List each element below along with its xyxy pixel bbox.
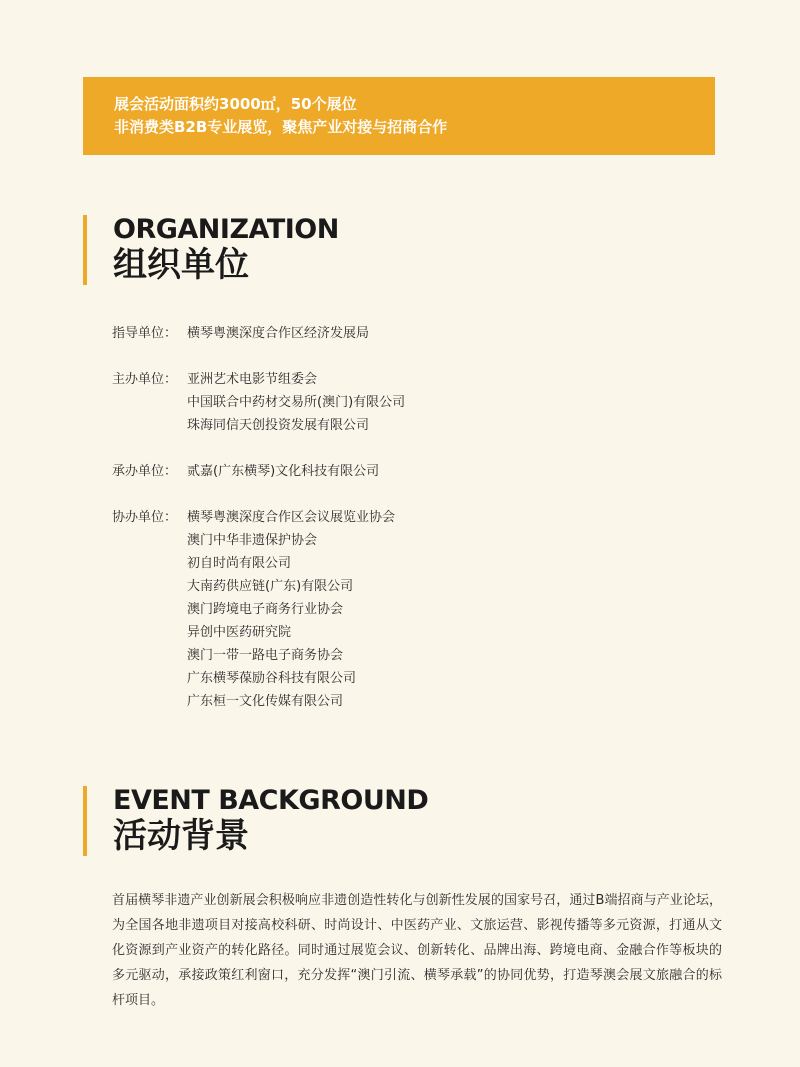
org-name: 亚洲艺术电影节组委会	[187, 372, 318, 387]
org-name: 广东桓一文化传媒有限公司	[187, 694, 344, 709]
organization-list	[112, 322, 405, 736]
org-group-organizer	[112, 460, 405, 483]
org-group-label: 承办单位：	[112, 464, 178, 479]
organization-title-en: ORGANIZATION	[113, 214, 339, 245]
org-group-names	[187, 322, 369, 345]
org-name: 广东横琴葆励谷科技有限公司	[187, 671, 357, 686]
background-heading	[83, 786, 428, 856]
org-group-label: 协办单位：	[112, 510, 178, 525]
org-group-label: 主办单位：	[112, 372, 178, 387]
org-group-guide	[112, 322, 405, 345]
org-name: 异创中医药研究院	[187, 625, 292, 640]
banner-line-area: 展会活动面积约3000㎡，50个展位	[114, 95, 357, 113]
org-name: 澳门跨境电子商务行业协会	[187, 602, 344, 617]
org-group-names	[187, 368, 405, 437]
organization-title-cn: 组织单位	[113, 245, 249, 285]
org-name: 横琴粤澳深度合作区会议展览业协会	[187, 510, 396, 525]
background-title-cn: 活动背景	[113, 816, 249, 856]
org-group-co-organizer	[112, 506, 405, 713]
org-name: 珠海同信天创投资发展有限公司	[187, 418, 370, 433]
org-name: 澳门中华非遗保护协会	[187, 533, 318, 548]
info-banner	[83, 77, 715, 155]
org-name: 初自时尚有限公司	[187, 556, 292, 571]
org-group-names	[187, 506, 395, 713]
organization-heading	[83, 215, 339, 285]
org-group-label: 指导单位：	[112, 326, 178, 341]
org-name: 横琴粤澳深度合作区经济发展局	[187, 326, 370, 341]
background-title-en: EVENT BACKGROUND	[113, 785, 429, 816]
org-name: 中国联合中药材交易所(澳门)有限公司	[187, 395, 406, 410]
banner-line-type: 非消费类B2B专业展览，聚焦产业对接与招商合作	[114, 118, 448, 136]
org-group-names	[187, 460, 379, 483]
org-group-host	[112, 368, 405, 437]
background-paragraph: 首届横琴非遗产业创新展会积极响应非遗创造性转化与创新性发展的国家号召，通过B端招商与产业论坛，为全国各地非遗项目对接高校科研、时尚设计、中医药产业、文旅运营、影视传播等多元资源，打通从文化资源到产业资产的转化路径。同时通过展览会议、创新转化、品牌出海、跨境电商、金融合作等板块的多元驱动，承接政策红利窗口，充分发挥“澳门引流、横琴承载”的协同优势，打造琴澳会展文旅融合的标杆项目。	[112, 893, 722, 1008]
org-name: 大南药供应链(广东)有限公司	[187, 579, 354, 594]
org-name: 贰嘉(广东横琴)文化科技有限公司	[187, 464, 380, 479]
org-name: 澳门一带一路电子商务协会	[187, 648, 344, 663]
